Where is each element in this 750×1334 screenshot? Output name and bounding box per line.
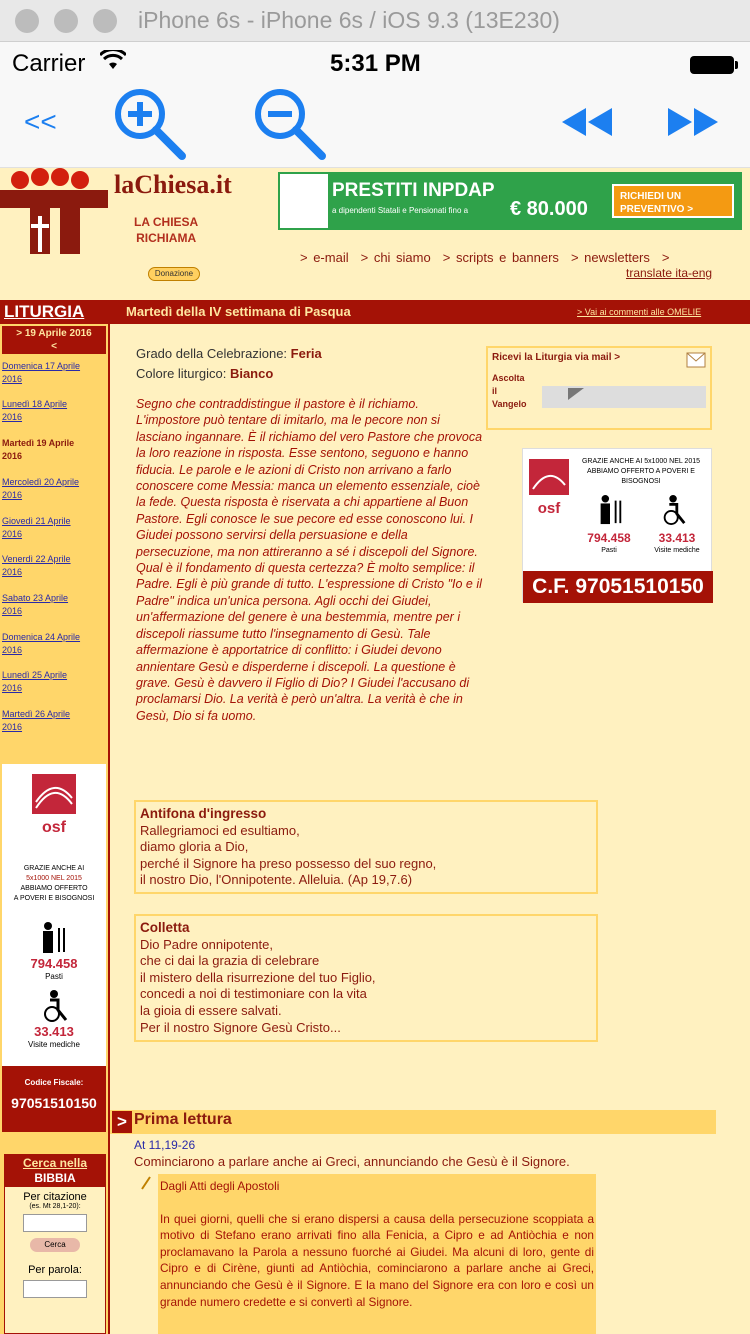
translate-link[interactable]: translate ita-eng [626,266,713,280]
homilies-link[interactable]: > Vai ai commenti alle OMELIE [577,307,702,317]
osf-line: ABBIAMO OFFERTO [20,885,88,892]
bible-word-input[interactable] [23,1280,87,1298]
bible-title-link[interactable]: Cerca nella [22,1156,88,1170]
colletta-box [134,914,598,1042]
sidebar-day-link[interactable] [2,669,106,695]
close-window-button[interactable] [15,9,39,33]
person-icon [38,922,68,954]
day-year: 2016 [2,645,23,655]
sidebar-day-link[interactable] [2,515,106,541]
nav-more[interactable]: > [661,250,670,265]
bible-quote-label: Per citazione [23,1191,87,1203]
main-content [110,324,750,1334]
sidebar-day-link[interactable] [2,708,106,734]
antifona-line: diamo gloria a Dio, [140,839,249,855]
site-slogan [134,214,198,246]
sidebar-day-link[interactable] [2,631,106,657]
wifi-icon [100,50,126,70]
liturgia-link[interactable]: LITURGIA [4,302,85,321]
antifona-title: Antifona d'ingresso [140,806,267,821]
day-name: Mercoledì 20 Aprile [2,477,80,487]
ad-amount: € 80.000 [510,198,588,220]
osf-line: A POVERI E BISOGNOSI [13,895,95,902]
slogan-line: LA CHIESA [134,215,199,229]
current-date[interactable]: > 19 Aprile 2016 [16,328,92,339]
grade-value: Feria [290,346,322,361]
colletta-line: la gioia di essere salvati. [140,1002,282,1018]
colletta-line: concedi a noi di testimoniare con la vita [140,986,367,1002]
bible-search-button[interactable]: Cerca [30,1238,80,1252]
day-year: 2016 [2,606,23,616]
back-button[interactable]: << [24,106,57,137]
ad-logo [280,174,328,228]
osf-ad-cf: C.F. 97051510150 [523,571,713,603]
svg-text:osf: osf [42,819,66,836]
sidebar-day-current [2,437,106,463]
fast-forward-icon[interactable] [666,104,720,140]
listen-line: il [492,386,498,396]
listen-gospel-label [492,372,527,411]
bible-quote-input[interactable] [23,1214,87,1232]
sidebar-day-link[interactable] [2,360,106,386]
osf-sidebar-ad[interactable] [2,764,106,1132]
nav-about[interactable]: > chi siamo [360,250,431,265]
osf-logo-icon [529,459,569,519]
colletta-line: che ci dai la grazia di celebrare [140,953,320,969]
zoom-window-button[interactable] [93,9,117,33]
donate-button[interactable]: Donazione [148,267,200,281]
web-page [0,168,750,1334]
reading-body: In quei giorni, quelli che si erano dispersi a causa della persecuzione scoppiata a motivo di Stefano erano arrivati fino alla Fenicia, a Cipro e ad Antiòchia e non proclamavano la Parola a nessuno fuorché ai Giudei. Ma alcuni di loro, gente di Cipro e di Cirène, giunti ad Antiòchia, cominciarono a parlare anche ai Greci, annunciando che Gesù è il Signore. E la mano del Signore era con loro e così un grande numero credette e si convertì al Signore. [160,1211,594,1309]
section-bar [0,300,750,324]
reading-antiphon: Cominciarono a parlare anche ai Greci, annunciando che Gesù è il Signore. [134,1154,570,1169]
color-label: Colore liturgico: [136,366,227,381]
bible-title [5,1155,105,1187]
carrier-label: Carrier [12,50,86,77]
day-name: Lunedì 18 Aprile [2,399,68,409]
rewind-icon[interactable] [560,104,614,140]
zoom-in-icon[interactable] [108,84,188,164]
ad-cta-button[interactable]: RICHIEDI UN PREVENTIVO > [612,184,734,218]
slogan-line: RICHIAMA [136,231,197,245]
liturgical-color [136,366,273,381]
colletta-line: Per il nostro Signore Gesù Cristo... [140,1019,341,1035]
mail-subscribe-title[interactable]: Ricevi la Liturgia via mail > [492,352,621,363]
banner-ad[interactable] [278,172,742,230]
sidebar-day-link[interactable] [2,398,106,424]
osf-ad-meals: 794.458 [587,531,631,545]
sidebar [0,324,110,1334]
day-year: 2016 [2,567,23,577]
lachiesa-logo-icon[interactable] [0,168,110,254]
sidebar-day-link[interactable] [2,553,106,579]
nav-email[interactable]: > e-mail [300,250,349,265]
day-name: Domenica 17 Aprile [2,361,81,371]
day-name: Lunedì 25 Aprile [2,670,68,680]
zoom-out-icon[interactable] [248,84,328,164]
osf-logo-icon [32,774,76,838]
mail-subscribe-box[interactable] [486,346,712,430]
day-year: 2016 [2,529,23,539]
osf-visits-label: Visite mediche [28,1040,80,1049]
listen-line: Ascolta [492,373,525,383]
antifona-box [134,800,598,894]
wheelchair-icon [40,990,70,1022]
colletta-title: Colletta [140,920,190,935]
osf-cf: 97051510150 [11,1095,97,1111]
day-name: Domenica 24 Aprile [2,632,81,642]
osf-line: GRAZIE ANCHE AI [23,865,85,872]
grade-label: Grado della Celebrazione: [136,346,288,361]
simulator-titlebar [0,0,750,42]
nav-scripts[interactable]: > scripts e banners [442,250,559,265]
prev-date-link[interactable]: < [51,341,57,352]
osf-ad-visits: 33.413 [658,531,696,545]
play-icon[interactable] [568,388,584,400]
day-year: 2016 [2,490,23,500]
antifona-line: Rallegriamoci ed esultiamo, [140,822,300,838]
clock: 5:31 PM [330,50,421,77]
osf-meals: 794.458 [30,956,78,971]
day-name: Giovedì 21 Aprile [2,516,71,526]
day-name: Martedì 19 Aprile [2,438,75,448]
reading-reference-link[interactable]: At 11,19-26 [134,1138,196,1152]
sidebar-day-link[interactable] [2,476,106,502]
listen-line: Vangelo [492,399,527,409]
osf-meals-label: Pasti [45,972,63,981]
osf-ad-meals-label: Pasti [601,547,617,554]
celebration-grade [136,346,322,361]
top-nav [300,250,681,265]
site-brand[interactable]: laChiesa.it [114,170,232,199]
quill-icon [140,1176,152,1190]
osf-text [2,864,106,904]
status-bar [0,42,750,82]
battery-icon [690,56,734,74]
bible-quote-example: (es. Mt 28,1-20): [29,1203,81,1210]
day-name: Venerdì 22 Aprile [2,554,71,564]
osf-ad-visits-label: Visite mediche [654,547,700,554]
osf-line: 5x1000 NEL 2015 [26,875,82,882]
color-value: Bianco [229,366,274,381]
day-name: Sabato 23 Aprile [2,593,69,603]
wheelchair-icon [659,495,689,525]
person-icon [595,495,625,525]
osf-visits: 33.413 [34,1024,74,1039]
colletta-line: il mistero della risurrezione del tuo Figlio, [140,969,376,985]
reading-source: Dagli Atti degli Apostoli [160,1179,280,1193]
bible-word-label: Per parola: [28,1264,82,1276]
nav-newsletters[interactable]: > newsletters [570,250,650,265]
section-marker: > [112,1111,132,1133]
colletta-line: Dio Padre onnipotente, [140,936,273,952]
day-year: 2016 [2,412,23,422]
audio-player[interactable] [542,386,706,408]
day-year: 2016 [2,683,23,693]
first-reading-header [110,1110,716,1134]
first-reading-title: Prima lettura [134,1111,232,1128]
svg-text:osf: osf [537,500,561,517]
osf-cf-label: Codice Fiscale: [24,1078,84,1087]
day-name: Martedì 26 Aprile [2,709,71,719]
ad-subtitle: a dipendenti Statali e Pensionati fino a [332,206,469,215]
envelope-icon[interactable] [686,352,706,368]
bible-title-word: BIBBIA [34,1171,76,1185]
osf-ad[interactable] [522,448,712,602]
minimize-window-button[interactable] [54,9,78,33]
reading-text-box [158,1174,596,1334]
simulator-title: iPhone 6s - iPhone 6s / iOS 9.3 (13E230) [138,7,560,33]
day-year: 2016 [2,374,23,384]
osf-ad-text: GRAZIE ANCHE AI 5x1000 NEL 2015 ABBIAMO OFFERTO A POVERI E BISOGNOSI [581,458,701,485]
ad-title: PRESTITI INPDAP [332,180,495,201]
day-title: Martedì della IV settimana di Pasqua [126,304,351,319]
current-date-box [2,326,106,354]
antifona-line: perché il Signore ha preso possesso del suo regno, [140,855,437,871]
sidebar-day-link[interactable] [2,592,106,618]
bible-search [4,1154,106,1334]
day-year: 2016 [2,722,23,732]
browser-toolbar [0,82,750,168]
osf-cf-box [2,1066,106,1132]
introduction-text: Segno che contraddistingue il pastore è il richiamo. L'impostore può tentare di imitarlo, ma le pecore non si lasciano ingannare. È il richiamo del vero Pastore che provoca la loro reazione in risposta. Esse sentono, seguono e hanno fiducia. Le parole e le azioni di Cristo non arrivano a farlo conoscere come Messia: manca un elemento essenziale, cioè la fede. Questa risposta è riservata a chi appartiene al Buon Pastore. Egli conosce le sue pecore ed esse conoscono lui. I Giudei possono servirsi della persuasione e della persecuzione, ma non attireranno a sé i discepoli del Signore. Qual è il fondamento di questa certezza? È molto semplice: il Padre. Egli è più grande di tutto. L'espressione di Cristo "Io e il Padre" indica un'unica persona. Agli occhi dei Giudei, un'affermazione del genere è una bestemmia, mentre per i discepoli riassume tutto l'insegnamento di Gesù. Tale affermazione è apportatrice di conflitto: i Giudei devono annientare Gesù e disperderne i discepoli. La questione è grave. Gesù è davvero il Figlio di Dio? I Giudei l'accusano di proclamarsi Dio. La verità è però un'altra. La verità è che in Gesù, Dio si fa uomo. [136,397,483,723]
antifona-line: il nostro Dio, l'Onnipotente. Alleluia. (Ap 19,7.6) [140,872,413,888]
day-year: 2016 [2,451,23,461]
